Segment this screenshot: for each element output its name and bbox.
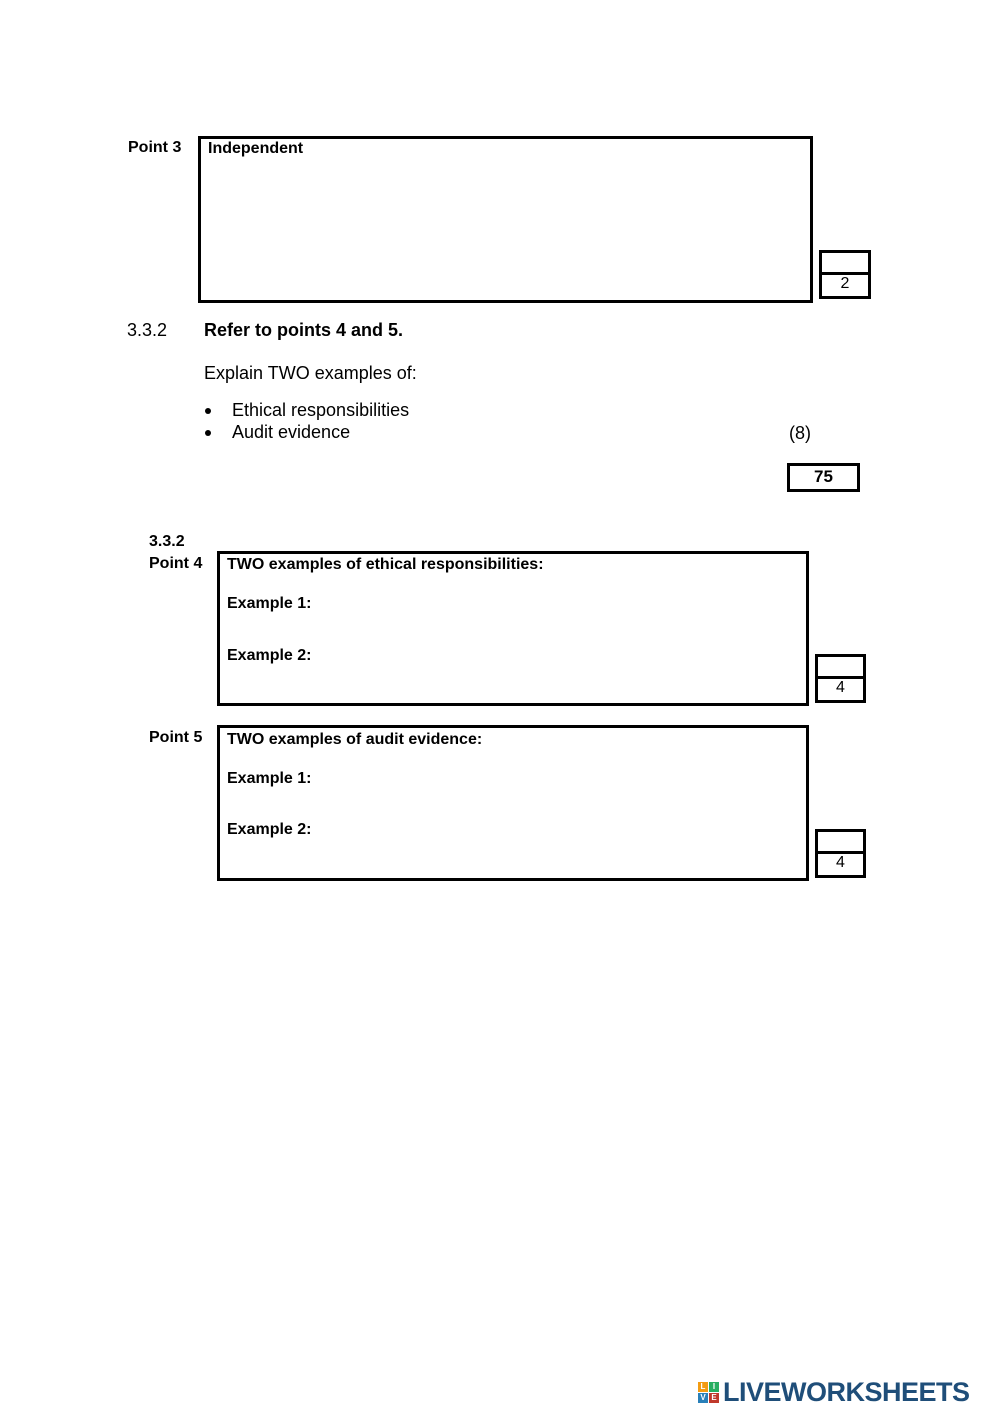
logo-tile: V	[698, 1393, 708, 1403]
bullet-item-ethical: Ethical responsibilities	[232, 400, 410, 420]
point-4-label: Point 4	[149, 555, 203, 572]
point-4-example-2-label: Example 2:	[227, 647, 312, 664]
point-5-label: Point 5	[149, 729, 203, 746]
logo-tile: I	[709, 1382, 719, 1392]
question-heading: Refer to points 4 and 5.	[204, 320, 404, 340]
logo-tile: L	[698, 1382, 708, 1392]
point-4-answer-box[interactable]	[217, 551, 809, 706]
total-marks-box: 75	[787, 463, 860, 492]
point-4-box-title: TWO examples of ethical responsibilities:	[227, 556, 544, 573]
point-3-label: Point 3	[128, 139, 182, 156]
logo-tiles-icon	[698, 1382, 719, 1403]
point-5-example-1-label: Example 1:	[227, 770, 312, 787]
bullet-icon	[205, 408, 211, 414]
liveworksheets-logo[interactable]	[698, 1377, 970, 1408]
question-number: 3.3.2	[127, 320, 168, 340]
point-3-box-title: Independent	[208, 140, 304, 157]
logo-tile: E	[709, 1393, 719, 1403]
point-4-example-1-label: Example 1:	[227, 595, 312, 612]
point-5-example-2-label: Example 2:	[227, 821, 312, 838]
question-marks: (8)	[789, 423, 811, 443]
bullet-item-audit: Audit evidence	[232, 422, 351, 442]
point-5-box-title: TWO examples of audit evidence:	[227, 731, 483, 748]
point-3-max-mark: 2	[819, 272, 871, 299]
point-5-max-mark: 4	[815, 851, 866, 878]
question-instruction: Explain TWO examples of:	[204, 363, 417, 383]
logo-text: LIVEWORKSHEETS	[723, 1377, 970, 1407]
point-5-answer-box[interactable]	[217, 725, 809, 881]
bullet-icon	[205, 430, 211, 436]
point-3-answer-box[interactable]	[198, 136, 813, 303]
point-4-max-mark: 4	[815, 676, 866, 703]
answer-section-number: 3.3.2	[149, 533, 185, 550]
